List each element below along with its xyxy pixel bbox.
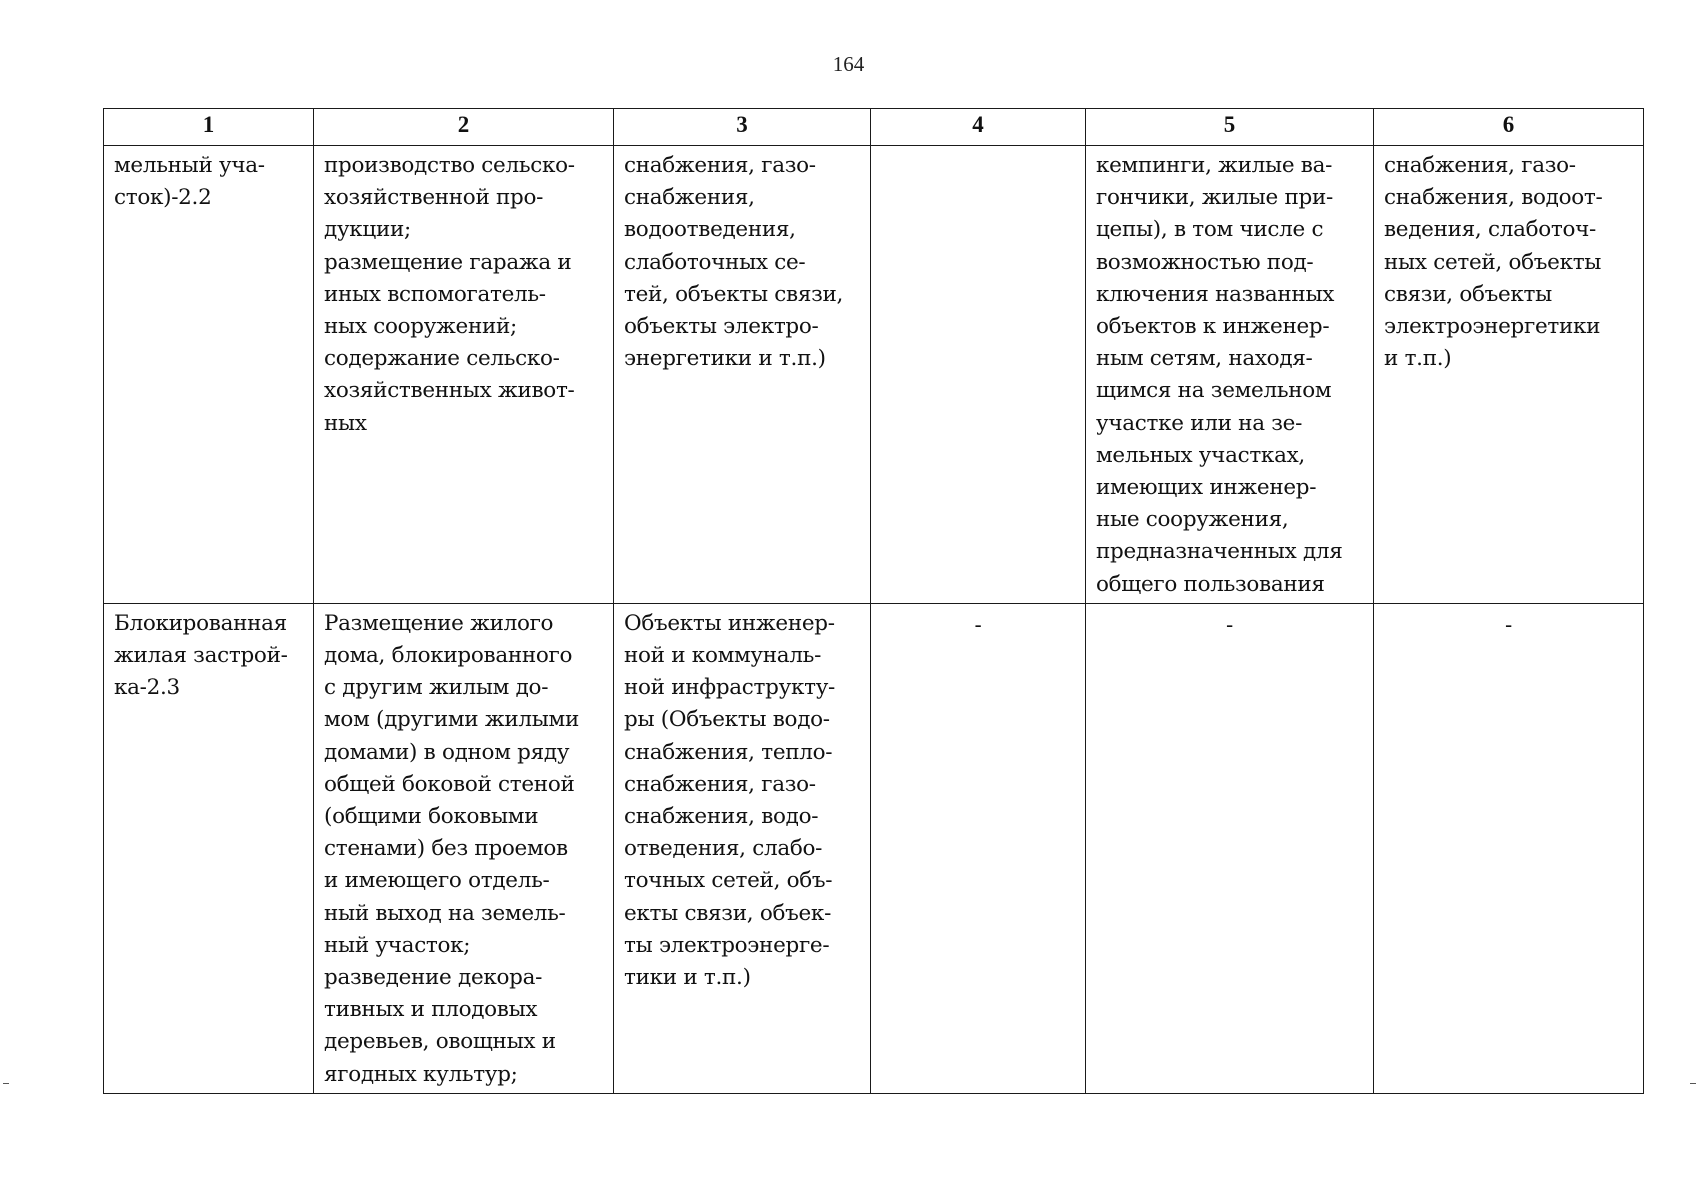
cell-column-4: - — [871, 603, 1086, 1093]
cell-land-use-type: Блокированная жилая застрой- ка-2.3 — [104, 603, 314, 1093]
scan-edge-mark — [1690, 1083, 1696, 1084]
scan-edge-mark — [3, 1083, 9, 1084]
regulations-table — [103, 108, 1644, 1094]
cell-use-description: производство сельско- хозяйственной про- дукции; размещение гаража и иных вспомогатель- ных сооружений; содержание сельско- хозяйственных живот- ных — [314, 146, 614, 604]
table-row — [104, 603, 1644, 1093]
cell-main-allowed-uses: Объекты инженер- ной и коммуналь- ной инфраструкту- ры (Объекты водо- снабжения, тепло- снабжения, газо- снабжения, водо- отведения, слабо- точных сетей, объ- екты связи, объек- ты электроэнерге- тики и т.п.) — [614, 603, 871, 1093]
table-row — [104, 146, 1644, 604]
table-header-row — [104, 109, 1644, 146]
cell-auxiliary-uses: - — [1374, 603, 1644, 1093]
cell-main-allowed-uses: снабжения, газо- снабжения, водоотведения, слаботочных се- тей, объекты связи, объекты электро- энергетики и т.п.) — [614, 146, 871, 604]
cell-use-description: Размещение жилого дома, блокированного с другим жилым до- мом (другими жилыми домами) в одном ряду общей боковой стеной (общими боковыми стенами) без проемов и имеющего отдель- ный выход на земель- ный участок; разведение декора- тивных и плодовых деревьев, овощных и ягодных культур; — [314, 603, 614, 1093]
column-header-6: 6 — [1374, 109, 1644, 146]
cell-column-4 — [871, 146, 1086, 604]
column-header-4: 4 — [871, 109, 1086, 146]
column-header-5: 5 — [1086, 109, 1374, 146]
cell-land-use-type: мельный уча- сток)-2.2 — [104, 146, 314, 604]
cell-auxiliary-uses: снабжения, газо- снабжения, водоот- ведения, слаботоч- ных сетей, объекты связи, объекты электроэнергетики и т.п.) — [1374, 146, 1644, 604]
cell-conditional-uses: - — [1086, 603, 1374, 1093]
cell-conditional-uses: кемпинги, жилые ва- гончики, жилые при- цепы), в том числе с возможностью под- ключения названных объектов к инженер- ным сетям, находя- щимся на земельном участке или на зе- мельных участках, имеющих инженер- ные сооружения, предназначенных для общего пользования — [1086, 146, 1374, 604]
page-number: 164 — [832, 52, 865, 76]
column-header-1: 1 — [104, 109, 314, 146]
column-header-2: 2 — [314, 109, 614, 146]
column-header-3: 3 — [614, 109, 871, 146]
